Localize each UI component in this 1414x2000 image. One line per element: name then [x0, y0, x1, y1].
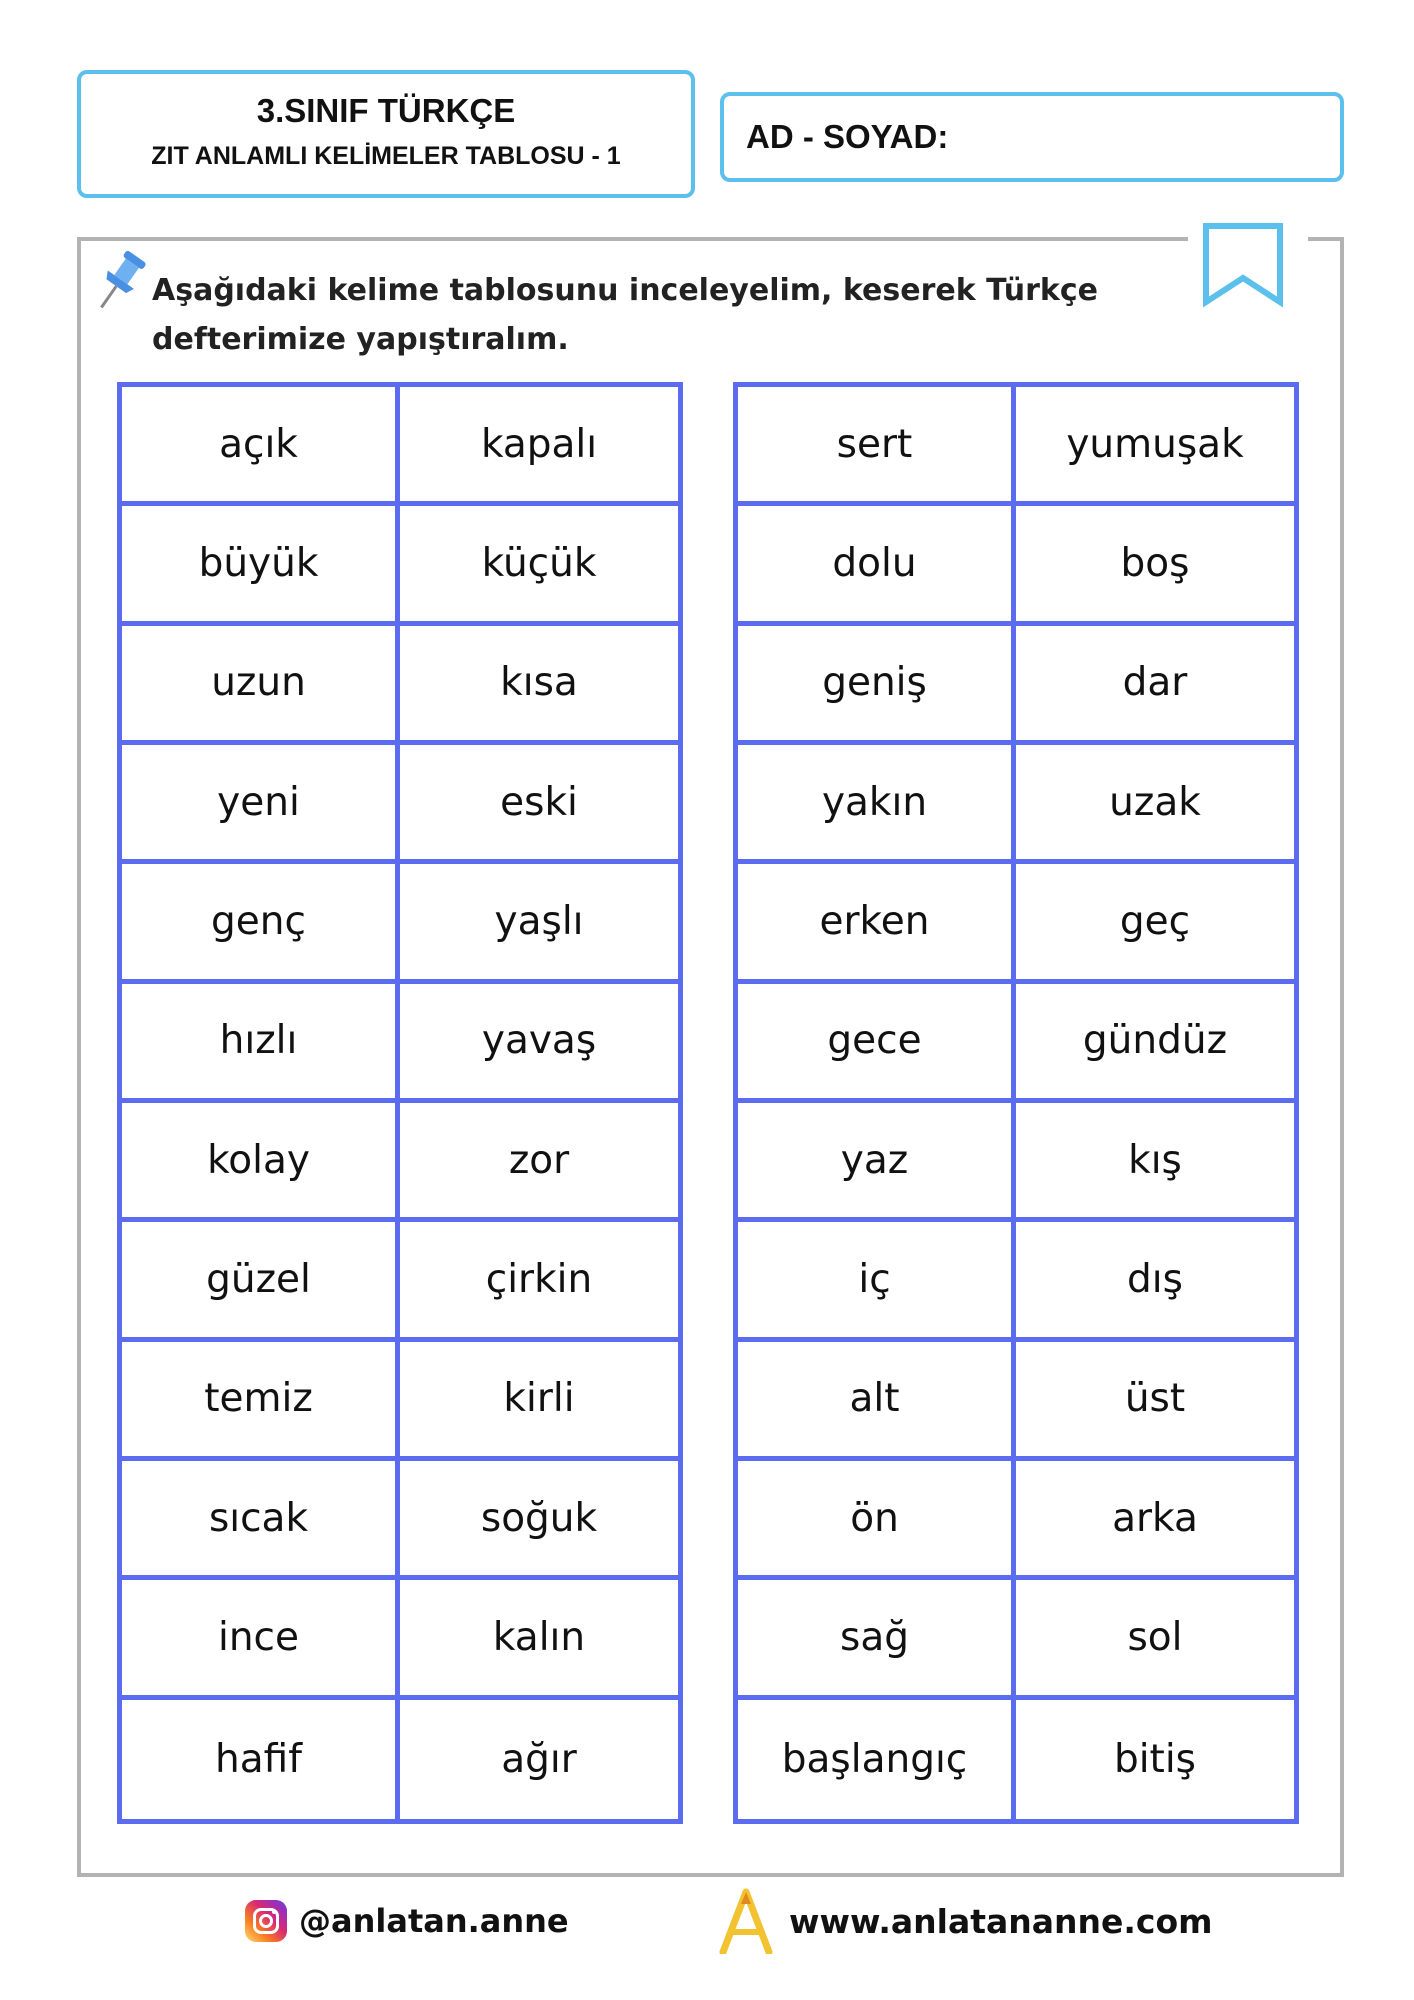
word-cell: geniş [738, 626, 1016, 745]
antonym-cell: çirkin [400, 1222, 678, 1341]
word-cell: yeni [122, 745, 400, 864]
antonym-cell: dar [1016, 626, 1294, 745]
antonym-cell: zor [400, 1103, 678, 1222]
bookmark-icon [1200, 222, 1286, 308]
word-cell: başlangıç [738, 1700, 1016, 1819]
antonym-cell: soğuk [400, 1461, 678, 1580]
word-cell: hafif [122, 1700, 400, 1819]
instagram-icon [245, 1900, 287, 1942]
antonym-cell: üst [1016, 1342, 1294, 1461]
word-cell: kolay [122, 1103, 400, 1222]
pushpin-icon [92, 248, 152, 318]
word-cell: genç [122, 864, 400, 983]
word-cell: yaz [738, 1103, 1016, 1222]
letter-a-logo-icon [715, 1888, 777, 1954]
word-cell: ön [738, 1461, 1016, 1580]
antonym-cell: kısa [400, 626, 678, 745]
antonym-cell: arka [1016, 1461, 1294, 1580]
word-cell: gece [738, 984, 1016, 1103]
antonym-cell: küçük [400, 506, 678, 625]
antonym-cell: yavaş [400, 984, 678, 1103]
antonym-cell: kapalı [400, 387, 678, 506]
antonym-cell: eski [400, 745, 678, 864]
instagram-link[interactable] [245, 1900, 569, 1942]
antonym-cell: kirli [400, 1342, 678, 1461]
word-cell: alt [738, 1342, 1016, 1461]
antonym-cell: yumuşak [1016, 387, 1294, 506]
antonym-cell: boş [1016, 506, 1294, 625]
word-cell: sağ [738, 1580, 1016, 1699]
name-field[interactable] [720, 92, 1344, 182]
antonym-cell: geç [1016, 864, 1294, 983]
word-cell: iç [738, 1222, 1016, 1341]
word-cell: güzel [122, 1222, 400, 1341]
antonym-table-left [117, 382, 683, 1824]
instruction-text [152, 266, 1152, 364]
antonym-cell: sol [1016, 1580, 1294, 1699]
word-cell: erken [738, 864, 1016, 983]
antonym-cell: ağır [501, 1736, 577, 1782]
instruction-line-1: Aşağıdaki kelime tablosunu inceleyelim, keserek Türkçe [152, 273, 1098, 308]
worksheet-title: 3.SINIF TÜRKÇE [256, 92, 516, 129]
word-cell: temiz [122, 1342, 400, 1461]
word-cell: yakın [738, 745, 1016, 864]
word-cell: hızlı [122, 984, 400, 1103]
website-url: www.anlatananne.com [789, 1901, 1213, 1941]
instruction-line-2: defterimize yapıştıralım. [152, 322, 569, 357]
antonym-table-right [733, 382, 1299, 1824]
name-label: AD - SOYAD: [746, 118, 949, 155]
antonym-cell: yaşlı [400, 864, 678, 983]
antonym-cell: uzak [1016, 745, 1294, 864]
word-cell: açık [122, 387, 400, 506]
title-box [77, 70, 695, 198]
word-cell: büyük [122, 506, 400, 625]
instagram-handle: @anlatan.anne [299, 1902, 569, 1940]
antonym-cell: bitiş [1113, 1736, 1197, 1782]
antonym-cell: kış [1016, 1103, 1294, 1222]
website-link[interactable] [715, 1888, 1213, 1954]
antonym-cell: gündüz [1016, 984, 1294, 1103]
word-cell: uzun [122, 626, 400, 745]
antonym-cell: dış [1016, 1222, 1294, 1341]
worksheet-subtitle: ZIT ANLAMLI KELİMELER TABLOSU - 1 [151, 142, 621, 170]
word-cell: ince [122, 1580, 400, 1699]
word-cell: sıcak [122, 1461, 400, 1580]
word-cell: sert [738, 387, 1016, 506]
antonym-cell: kalın [400, 1580, 678, 1699]
word-cell: dolu [738, 506, 1016, 625]
